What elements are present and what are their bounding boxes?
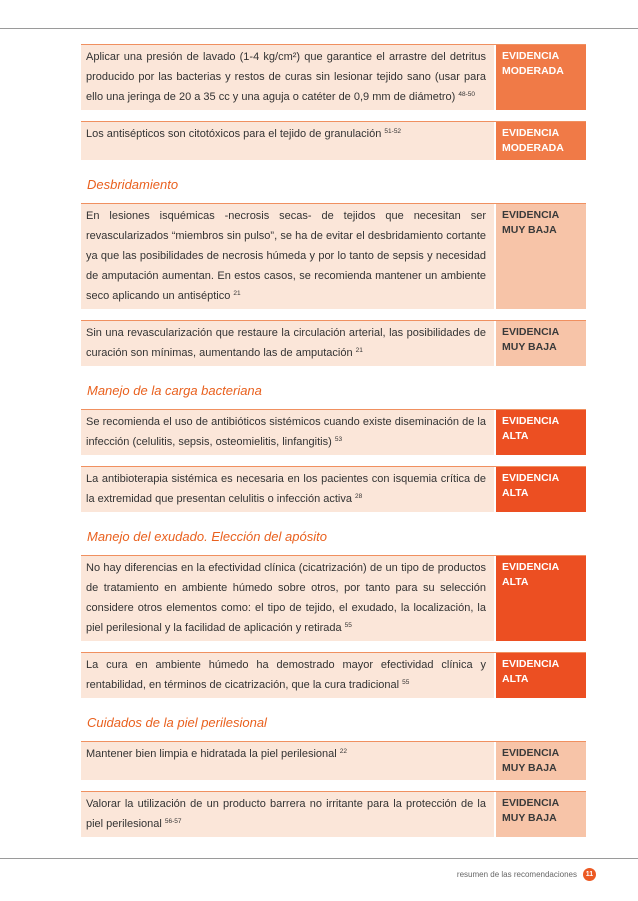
evidence-badge [496,742,586,780]
recommendation-row [81,121,586,160]
evidence-label: EVIDENCIA [502,797,560,809]
recommendation-row [81,44,586,110]
evidence-label: EVIDENCIA [502,50,560,62]
evidence-label: EVIDENCIA [502,127,560,139]
recommendation-body: La antibioterapia sistémica es necesaria en los pacientes con isquemia crítica de la extremidad que presentan celulitis o infección activa [86,473,486,505]
reference-number: 53 [334,436,343,443]
recommendation-text [81,321,494,366]
evidence-level: MUY BAJA [502,341,557,353]
recommendation-text [81,410,494,455]
evidence-badge [496,204,586,309]
evidence-label: EVIDENCIA [502,209,560,221]
page-footer [457,868,596,881]
evidence-label: EVIDENCIA [502,472,560,484]
section-title: Cuidados de la piel perilesional [87,715,267,730]
footer-section-label: resumen de las recomendaciones [456,870,577,879]
evidence-label: EVIDENCIA [502,561,560,573]
recommendation-row [81,409,586,455]
recommendation-row [81,203,586,309]
evidence-level: MODERADA [502,142,564,154]
evidence-level: ALTA [502,430,529,442]
page-number-badge: 11 [583,868,596,881]
evidence-badge [496,45,586,110]
evidence-level: MUY BAJA [502,224,557,236]
reference-number: 48-50 [458,91,476,98]
reference-number: 55 [402,679,410,686]
recommendation-body: Valorar la utilización de un producto barrera no irritante para la protección de la piel perilesional [86,798,486,830]
recommendation-row [81,320,586,366]
reference-number: 51-52 [384,128,402,135]
evidence-label: EVIDENCIA [502,415,560,427]
recommendation-text [81,204,494,309]
recommendation-body: Se recomienda el uso de antibióticos sistémicos cuando existe diseminación de la infección (celulitis, sepsis, osteomielitis, linfangitis) [86,416,486,448]
evidence-badge [496,556,586,641]
evidence-label: EVIDENCIA [502,747,560,759]
evidence-label: EVIDENCIA [502,326,560,338]
recommendation-body: No hay diferencias en la efectividad clínica (cicatrización) de un tipo de productos de tratamiento en ambiente húmedo sobre otros, por tanto para su selección considere otros elementos como: el tipo de tejido, el exudado, la localización, la piel perilesional y la facilidad de aplicación y retirada [86,562,486,634]
evidence-badge [496,122,586,160]
reference-number: 21 [355,347,363,354]
evidence-badge [496,467,586,512]
evidence-level: ALTA [502,576,529,588]
recommendation-body: La cura en ambiente húmedo ha demostrado mayor efectividad clínica y rentabilidad, en términos de cicatrización, que la cura tradicional [86,659,486,691]
evidence-badge [496,792,586,837]
recommendation-body: Los antisépticos son citotóxicos para el tejido de granulación [86,128,382,140]
recommendations-list [81,44,586,837]
recommendation-row [81,741,586,780]
reference-number: 56-57 [164,818,182,825]
recommendation-row [81,791,586,837]
section-title: Manejo del exudado. Elección del apósito [87,529,327,544]
recommendation-row [81,652,586,698]
evidence-badge [496,653,586,698]
evidence-label: EVIDENCIA [502,658,560,670]
reference-number: 21 [233,290,241,297]
recommendation-text [81,792,494,837]
recommendation-text [81,653,494,698]
evidence-level: MUY BAJA [502,812,557,824]
top-rule [0,28,638,29]
evidence-level: MUY BAJA [502,762,557,774]
recommendation-body: Mantener bien limpia e hidratada la piel perilesional [86,748,337,760]
recommendation-text [81,122,494,160]
recommendation-text [81,742,494,780]
section-title: Desbridamiento [87,177,179,192]
recommendation-body: Aplicar una presión de lavado (1-4 kg/cm²) que garantice el arrastre del detritus producido por las bacterias y restos de curas sin lesionar tejido sano (usar para ello una jeringa de 20 a 35 cc y una aguja o catéter de 0,9 mm de diámetro) [86,51,486,103]
reference-number: 28 [355,493,363,500]
recommendation-text [81,467,494,512]
recommendation-body: Sin una revascularización que restaure la circulación arterial, las posibilidades de curación son mínimas, aumentando las de amputación [86,327,486,359]
evidence-level: MODERADA [502,65,564,77]
reference-number: 22 [339,748,348,755]
recommendation-text [81,556,494,641]
recommendation-row [81,466,586,512]
reference-number: 55 [344,622,352,629]
evidence-level: ALTA [502,673,529,685]
recommendation-row [81,555,586,641]
evidence-badge [496,410,586,455]
evidence-badge [496,321,586,366]
recommendation-body: En lesiones isquémicas -necrosis secas- de tejidos que necesitan ser revascularizados “miembros sin pulso”, se ha de evitar el desbridamiento cortante ya que las posibilidades de necrosis húmeda y por lo tanto de sepsis y necesidad de amputación aumentan. En estos casos, se recomienda mantener un ambiente seco aplicando un antiséptico [86,210,486,302]
evidence-level: ALTA [502,487,529,499]
section-title: Manejo de la carga bacteriana [87,383,262,398]
bottom-rule [0,858,638,859]
recommendation-text [81,45,494,110]
